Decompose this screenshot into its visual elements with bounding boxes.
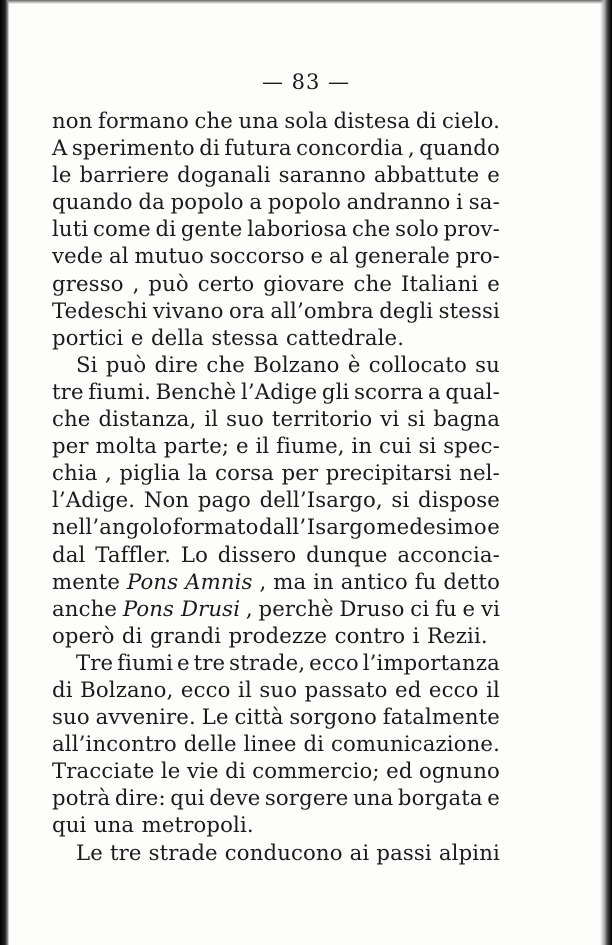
word: i xyxy=(412,622,420,648)
word: e xyxy=(487,785,500,811)
word: A xyxy=(52,135,68,161)
word: l’Adige xyxy=(240,378,318,404)
word: territorio xyxy=(271,406,373,432)
text-line-7 xyxy=(52,270,500,297)
word: la xyxy=(187,460,208,486)
word: si xyxy=(418,433,437,459)
word: dire: xyxy=(114,785,166,811)
word: potrà xyxy=(52,785,111,811)
word: per xyxy=(52,433,89,459)
text-line-10 xyxy=(52,351,500,378)
word: e xyxy=(462,595,476,621)
word: che xyxy=(206,351,245,377)
word: degli xyxy=(379,297,434,323)
word: Le xyxy=(76,839,103,865)
word: dall’ xyxy=(258,514,307,540)
word: medesimo xyxy=(376,514,487,540)
word: fu xyxy=(434,595,457,621)
text-line-16 xyxy=(52,513,500,540)
word: bagna xyxy=(433,406,500,432)
word: dell’Isargo, xyxy=(259,487,383,513)
word: ai xyxy=(349,839,370,865)
word: Lo xyxy=(180,541,208,567)
word: ed xyxy=(395,676,422,702)
italic-phrase: Pons Drusi xyxy=(122,595,241,621)
word: mente xyxy=(52,568,121,594)
word: stessi xyxy=(438,297,500,323)
word: qual- xyxy=(445,378,500,404)
word: di xyxy=(225,758,246,784)
word: di xyxy=(303,731,325,757)
word: suo xyxy=(259,676,298,702)
word: ecco xyxy=(428,676,479,702)
text-line-3 xyxy=(52,161,500,188)
word: di xyxy=(121,622,143,648)
word: deve xyxy=(209,785,261,811)
text-line-11 xyxy=(52,378,500,405)
word: antico xyxy=(340,568,408,594)
word: in xyxy=(351,433,373,459)
word: Si xyxy=(76,351,98,377)
word: distanza, xyxy=(98,406,197,432)
word: dunque xyxy=(306,541,388,567)
word: Rezii. xyxy=(426,622,488,648)
word: vivano xyxy=(152,297,224,323)
text-line-2 xyxy=(52,134,500,161)
word: delle xyxy=(183,731,237,757)
word: sa- xyxy=(468,189,500,215)
word: come xyxy=(92,216,151,242)
word: Bolzano, xyxy=(80,676,174,702)
word: suo xyxy=(52,704,90,730)
word: su xyxy=(475,351,500,377)
word: Isargo xyxy=(306,514,376,540)
text-line-28 xyxy=(52,839,500,866)
word: , xyxy=(105,460,112,486)
word: gresso xyxy=(52,270,124,296)
word: dispose xyxy=(417,487,500,513)
text-line-5 xyxy=(52,215,500,242)
word: si xyxy=(391,487,410,513)
word: prov- xyxy=(443,216,500,242)
word: tre xyxy=(52,378,84,404)
word: all’ombra xyxy=(270,297,374,323)
word: tre xyxy=(193,649,226,675)
word: portici xyxy=(52,324,124,350)
word: borgata xyxy=(397,785,483,811)
text-line-22 xyxy=(52,676,500,703)
word: spec- xyxy=(443,433,500,459)
word: detto xyxy=(443,568,500,594)
word: fatalmente xyxy=(382,704,500,730)
word: a xyxy=(249,189,263,215)
word: andranno xyxy=(346,189,451,215)
word: città xyxy=(234,704,284,730)
word: pro- xyxy=(455,243,500,269)
word: qui xyxy=(170,785,205,811)
word: Druso xyxy=(339,595,405,621)
word: che xyxy=(52,406,91,432)
text-line-6 xyxy=(52,242,500,269)
word: al xyxy=(108,243,129,269)
word: certo xyxy=(197,270,255,296)
word: una xyxy=(352,785,394,811)
word: fiume, xyxy=(276,433,345,459)
word: Bolzano xyxy=(253,351,340,377)
word: fiumi. xyxy=(88,378,152,404)
word: generale xyxy=(354,243,450,269)
word: e xyxy=(130,324,144,350)
word: quando xyxy=(52,189,133,215)
word: barriere xyxy=(79,162,170,188)
word: avvenire. xyxy=(95,704,196,730)
text-line-15 xyxy=(52,486,500,513)
word: ecco xyxy=(309,649,359,675)
word: il xyxy=(238,676,252,702)
word: l’importanza xyxy=(362,649,500,675)
word: nel- xyxy=(459,460,500,486)
word: cui xyxy=(378,433,412,459)
word: può xyxy=(105,351,147,377)
word: parte; xyxy=(163,433,230,459)
word: mutuo xyxy=(134,243,204,269)
word: pago xyxy=(197,487,251,513)
word: vi xyxy=(480,595,500,621)
word: Le xyxy=(201,704,229,730)
word: , xyxy=(132,270,140,296)
word: può xyxy=(148,270,189,296)
word: di xyxy=(415,108,437,133)
word: passi xyxy=(376,839,432,865)
word: giovare xyxy=(263,270,345,296)
word: abbattute xyxy=(373,162,480,188)
word: il xyxy=(255,433,270,459)
word: formano xyxy=(98,108,189,133)
word: suo xyxy=(226,406,264,432)
text-line-24 xyxy=(52,730,500,757)
word: anche xyxy=(52,595,118,621)
text-line-19 xyxy=(52,595,500,622)
word: fu xyxy=(414,568,437,594)
word: di xyxy=(155,216,177,242)
word: conducono xyxy=(224,839,343,865)
word: una xyxy=(93,812,135,838)
word: vie xyxy=(186,758,219,784)
word: e xyxy=(487,270,500,296)
word: popolo xyxy=(170,189,244,215)
word: prodezze xyxy=(228,622,328,648)
word: Tedeschi xyxy=(52,297,148,323)
word: vi xyxy=(380,406,400,432)
word: che xyxy=(194,108,233,133)
word: Taffler. xyxy=(95,541,172,567)
word: precipitarsi xyxy=(325,460,452,486)
word: ma xyxy=(273,568,307,594)
text-line-23 xyxy=(52,703,500,730)
text-line-4 xyxy=(52,188,500,215)
text-line-9 xyxy=(52,324,500,351)
word: comunicazione. xyxy=(331,731,500,757)
word: i xyxy=(456,189,464,215)
word: Non xyxy=(143,487,190,513)
word: Tre xyxy=(76,649,114,675)
word: operò xyxy=(52,622,115,648)
text-line-18 xyxy=(52,568,500,595)
word: strade xyxy=(148,839,218,865)
word: popolo xyxy=(267,189,341,215)
word: Italiani xyxy=(400,270,479,296)
word: ecco xyxy=(180,676,231,702)
italic-phrase: Pons Amnis xyxy=(126,568,253,594)
text-line-13 xyxy=(52,432,500,459)
word: per xyxy=(281,460,319,486)
word: le xyxy=(160,758,181,784)
word: laboriosa xyxy=(247,216,348,242)
word: qui xyxy=(52,812,87,838)
word: luti xyxy=(52,216,89,242)
word: grandi xyxy=(149,622,222,648)
word: e xyxy=(235,433,249,459)
word: l’Adige. xyxy=(52,487,136,513)
word: ci xyxy=(410,595,430,621)
word: fiumi xyxy=(117,649,174,675)
word: il xyxy=(204,406,219,432)
word: strade, xyxy=(229,649,306,675)
scan-top-shadow xyxy=(0,0,612,4)
word: soccorso xyxy=(209,243,305,269)
text-line-8 xyxy=(52,297,500,324)
word: a xyxy=(427,378,441,404)
word: saranno xyxy=(278,162,366,188)
word: distesa xyxy=(333,108,411,133)
text-line-25 xyxy=(52,757,500,784)
word: metropoli. xyxy=(141,812,254,838)
word: le xyxy=(52,162,72,188)
scan-right-edge xyxy=(600,0,612,945)
word: quando xyxy=(419,135,500,161)
word: futura xyxy=(224,135,292,161)
word: sperimento xyxy=(71,135,195,161)
word: dissero xyxy=(217,541,297,567)
word: ed xyxy=(386,758,413,784)
word: commercio; xyxy=(252,758,380,784)
word: chia xyxy=(52,460,98,486)
word: stessa xyxy=(211,324,279,350)
word: cielo. xyxy=(442,108,500,133)
word: e xyxy=(310,243,324,269)
word: una xyxy=(238,108,279,133)
word: è xyxy=(347,351,361,377)
word: da xyxy=(138,189,165,215)
word: contro xyxy=(334,622,406,648)
word: scorra xyxy=(354,378,424,404)
word: , xyxy=(245,595,253,621)
word: Benchè xyxy=(155,378,237,404)
word: doganali xyxy=(177,162,271,188)
word: e xyxy=(176,649,190,675)
text-line-21 xyxy=(52,649,500,676)
word: al xyxy=(328,243,349,269)
word: e xyxy=(487,514,500,540)
word: , xyxy=(407,135,415,161)
body-text xyxy=(52,107,500,866)
word: ora xyxy=(228,297,265,323)
word: molta xyxy=(95,433,157,459)
text-line-17 xyxy=(52,541,500,568)
word: che xyxy=(351,216,391,242)
word: non xyxy=(52,108,93,133)
word: in xyxy=(313,568,334,594)
word: che xyxy=(353,270,393,296)
word: linee xyxy=(243,731,297,757)
word: gente xyxy=(180,216,243,242)
word: dire xyxy=(154,351,199,377)
word: sola xyxy=(284,108,328,133)
text-line-26 xyxy=(52,784,500,811)
text-line-20 xyxy=(52,622,500,649)
word: passato xyxy=(304,676,388,702)
word: si xyxy=(407,406,426,432)
word: all’incontro xyxy=(52,731,177,757)
word: , xyxy=(259,568,267,594)
scan-left-edge xyxy=(0,0,9,945)
text-line-14 xyxy=(52,459,500,486)
word: di xyxy=(52,676,73,702)
text-line-27 xyxy=(52,811,500,838)
word: sorgono xyxy=(289,704,377,730)
word: alpini xyxy=(438,839,500,865)
word: tre xyxy=(109,839,142,865)
word: dal xyxy=(52,541,86,567)
word: corsa xyxy=(215,460,275,486)
word: perchè xyxy=(258,595,334,621)
word: concordia xyxy=(296,135,404,161)
word: vede xyxy=(52,243,104,269)
word: solo xyxy=(395,216,439,242)
word: il xyxy=(486,676,500,702)
page-number: — 83 — xyxy=(261,70,351,94)
word: e xyxy=(487,162,500,188)
text-line-1 xyxy=(52,107,500,134)
word: gli xyxy=(321,378,350,404)
word: di xyxy=(199,135,220,161)
word: acconcia- xyxy=(397,541,500,567)
word: della xyxy=(150,324,204,350)
word: formato xyxy=(172,514,259,540)
word: piglia xyxy=(119,460,181,486)
word: Tracciate xyxy=(52,758,155,784)
word: ognuno xyxy=(419,758,500,784)
word: cattedrale. xyxy=(286,324,405,350)
word: collocato xyxy=(368,351,467,377)
word: sorgere xyxy=(264,785,349,811)
word: nell’angolo xyxy=(52,514,173,540)
text-line-12 xyxy=(52,405,500,432)
